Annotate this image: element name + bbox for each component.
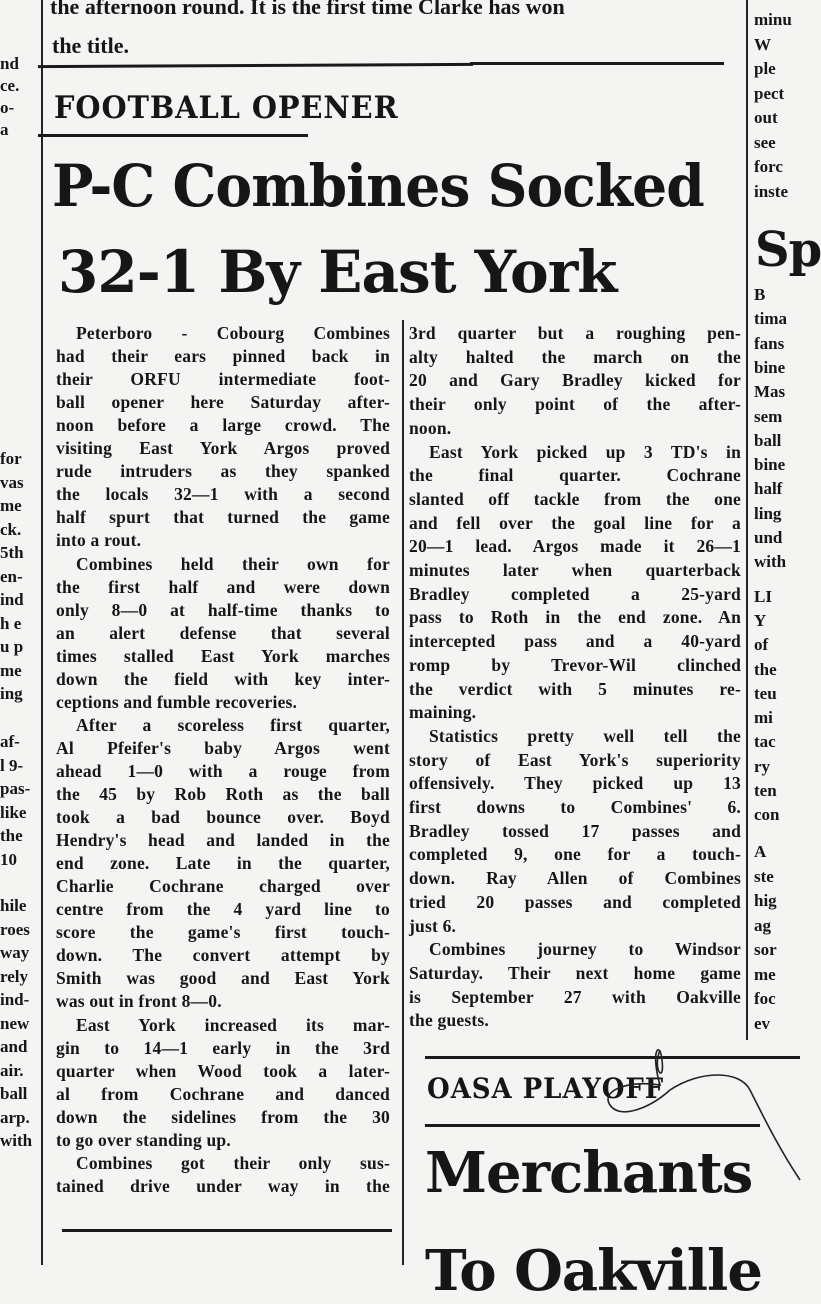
margin-fragment: ball [0, 1084, 28, 1103]
article-text-line: slanted off tackle from the one [409, 488, 741, 509]
margin-fragment: Mas [754, 382, 786, 402]
article-text-line: into a rout. [56, 530, 142, 551]
margin-fragment: 10 [0, 849, 17, 869]
next-story-headline: Merchants [425, 1140, 753, 1206]
margin-fragment: for [0, 449, 22, 468]
margin-fragment: a [0, 120, 9, 139]
article-text-line: is September 27 with Oakville [409, 986, 741, 1007]
previous-story-line: the title. [52, 33, 129, 58]
article-text-line: noon before a large crowd. The [56, 415, 390, 436]
margin-fragment: ag [754, 915, 771, 935]
article-text-line: their ORFU intermediate foot- [56, 369, 390, 390]
article-text-line: Al Pfeifer's baby Argos went [56, 737, 390, 758]
article-text-line: gin to 14—1 early in the 3rd [56, 1037, 390, 1058]
article-text-line: took a bad bounce over. Boyd [56, 807, 390, 828]
next-story-kicker: OASA PLAYOFF [427, 1072, 665, 1105]
article-text-line: After a scoreless first quarter, [76, 714, 390, 735]
column-rule-right [746, 0, 748, 1040]
margin-fragment: see [754, 132, 776, 152]
article-text-line: down. The convert attempt by [56, 945, 390, 966]
article-text-line: the guests. [409, 1010, 489, 1031]
article-text-line: score the game's first touch- [56, 922, 390, 943]
margin-fragment: ten [754, 781, 777, 800]
margin-fragment: ev [754, 1013, 771, 1033]
margin-fragment: ste [754, 866, 774, 886]
margin-fragment: l 9- [0, 755, 24, 775]
article-text-line: pass to Roth in the end zone. An [409, 607, 741, 628]
divider-bottom-col1 [62, 1229, 392, 1232]
article-text-line: the verdict with 5 minutes re- [409, 678, 741, 699]
article-text-line: Bradley completed a 25-yard [409, 583, 741, 604]
divider-top-right [470, 62, 724, 65]
margin-fragment: sor [754, 940, 777, 959]
article-headline-line1: P-C Combines Socked [52, 152, 704, 220]
margin-fragment: bine [754, 455, 786, 475]
margin-fragment: ry [754, 756, 771, 776]
margin-fragment: mi [754, 708, 773, 728]
margin-fragment: and [0, 1037, 28, 1056]
margin-fragment: ling [754, 503, 782, 523]
article-text-line: down the sidelines from the 30 [56, 1106, 390, 1127]
divider-top [38, 63, 473, 68]
margin-fragment: with [0, 1131, 33, 1150]
article-text-line: East York increased its mar- [76, 1014, 390, 1035]
margin-fragment: hig [754, 891, 777, 910]
article-text-line: first downs to Combines' 6. [409, 797, 741, 817]
margin-fragment: Y [754, 610, 767, 630]
margin-fragment: roes [0, 919, 30, 939]
article-text-line: had their ears pinned back in [56, 346, 390, 367]
margin-fragment: inste [754, 181, 788, 201]
article-text-line: Hendry's head and landed in the [56, 830, 390, 851]
margin-fragment: ball [754, 430, 782, 450]
margin-fragment: like [0, 802, 27, 822]
margin-fragment: new [0, 1013, 30, 1033]
article-text-line: rude intruders as they spanked [56, 461, 390, 482]
article-text-line: down the field with key inter- [56, 668, 390, 689]
margin-fragment: out [754, 108, 778, 127]
article-text-line: noon. [409, 417, 452, 438]
margin-fragment: af- [0, 732, 20, 751]
article-text-line: romp by Trevor-Wil clinched [409, 654, 741, 675]
article-text-line: completed 9, one for a touch- [409, 844, 741, 865]
margin-fragment: half [754, 479, 783, 499]
margin-fragment: the [0, 826, 23, 845]
article-text-line: the first half and were down [56, 576, 390, 597]
article-text-line: the final quarter. Cochrane [409, 465, 741, 486]
margin-fragment: ce. [0, 76, 20, 95]
article-text-line: and fell over the goal line for a [409, 512, 741, 533]
article-text-line: ceptions and fumble recoveries. [56, 691, 298, 712]
margin-fragment: en- [0, 566, 23, 586]
margin-fragment: of [754, 635, 769, 655]
kicker-underline [38, 134, 308, 137]
article-text-line: just 6. [409, 915, 457, 936]
article-text-line: an alert defense that several [56, 622, 390, 643]
margin-fragment: sem [754, 406, 783, 426]
article-text-line: ahead 1—0 with a rouge from [56, 760, 390, 781]
margin-fragment: nd [0, 54, 19, 73]
article-text-line: East York picked up 3 TD's in [429, 441, 741, 462]
margin-fragment: foc [754, 989, 776, 1008]
margin-fragment: rely [0, 966, 29, 986]
article-text-line: story of East York's superiority [409, 749, 741, 770]
article-text-line: Statistics pretty well tell the [429, 725, 741, 746]
margin-fragment: me [0, 660, 22, 680]
margin-fragment: ple [754, 59, 776, 78]
article-text-line: only 8—0 at half-time thanks to [56, 599, 390, 620]
margin-fragment: bine [754, 357, 786, 377]
next-story-headline-cut: To Oakville [425, 1238, 762, 1304]
column-rule-middle [402, 320, 404, 1265]
margin-fragment: LI [754, 586, 772, 606]
margin-fragment: ind [0, 590, 24, 609]
margin-fragment: pect [754, 83, 785, 103]
margin-fragment: with [754, 552, 787, 572]
article-text-line: end zone. Late in the quarter, [56, 853, 390, 874]
article-text-line: minutes later when quarterback [409, 560, 741, 580]
margin-fragment: o- [0, 98, 15, 117]
article-text-line: the 45 by Rob Roth as the ball [56, 784, 390, 804]
margin-fragment: h e [0, 613, 22, 633]
article-text-line: Bradley tossed 17 passes and [409, 820, 741, 841]
article-text-line: 20—1 lead. Argos made it 26—1 [409, 536, 741, 557]
margin-fragment: ind- [0, 990, 30, 1009]
margin-fragment: ing [0, 684, 23, 703]
article-text-line: times stalled East York marches [56, 645, 390, 666]
margin-fragment: B [754, 285, 766, 304]
margin-fragment: the [754, 659, 777, 679]
margin-fragment: fans [754, 333, 785, 353]
margin-fragment: forc [754, 157, 783, 176]
margin-fragment: hile [0, 896, 27, 915]
margin-fragment: minu [754, 10, 792, 29]
article-text-line: Saturday. Their next home game [409, 962, 741, 983]
previous-story-line: the afternoon round. It is the first time Clarke has won [50, 0, 565, 19]
article-text-line: ball opener here Saturday after- [56, 392, 390, 413]
margin-fragment: pas- [0, 779, 31, 798]
column-rule-left [41, 0, 43, 1265]
article-text-line: intercepted pass and a 40-yard [409, 631, 741, 652]
right-column-heading: Sp [755, 222, 821, 278]
article-headline-line2: 32-1 By East York [58, 238, 617, 306]
margin-fragment: u p [0, 637, 24, 656]
article-text-line: the locals 32—1 with a second [56, 484, 390, 505]
article-text-line: Combines journey to Windsor [429, 939, 741, 960]
article-text-line: tained drive under way in the [56, 1175, 390, 1196]
margin-fragment: vas [0, 472, 24, 492]
margin-fragment: tac [754, 732, 776, 752]
margin-fragment: W [754, 34, 771, 54]
article-text-line: Smith was good and East York [56, 968, 390, 989]
margin-fragment: ck. [0, 519, 22, 539]
margin-fragment: me [0, 496, 22, 515]
article-text-line: their only point of the after- [409, 394, 741, 415]
margin-fragment: 5th [0, 543, 24, 562]
article-text-line: half spurt that turned the game [56, 507, 390, 528]
article-text-line: Combines got their only sus- [76, 1152, 390, 1173]
margin-fragment: A [754, 842, 767, 861]
article-text-line: al from Cochrane and danced [56, 1083, 390, 1104]
margin-fragment: air. [0, 1060, 24, 1080]
article-text-line: maining. [409, 702, 477, 723]
article-text-line: quarter when Wood took a later- [56, 1060, 390, 1081]
article-text-line: Charlie Cochrane charged over [56, 876, 390, 897]
article-text-line: Peterboro - Cobourg Combines [76, 323, 390, 343]
article-text-line: centre from the 4 yard line to [56, 899, 390, 920]
article-kicker: FOOTBALL OPENER [54, 90, 399, 126]
margin-fragment: und [754, 528, 783, 547]
article-text-line: 3rd quarter but a roughing pen- [409, 323, 741, 343]
article-text-line: tried 20 passes and completed [409, 891, 741, 912]
margin-fragment: me [754, 964, 776, 984]
article-text-line: Combines held their own for [76, 553, 390, 574]
margin-fragment: way [0, 943, 30, 962]
article-text-line: visiting East York Argos proved [56, 438, 390, 459]
margin-fragment: arp. [0, 1107, 30, 1127]
margin-fragment: tima [754, 309, 788, 329]
article-text-line: was out in front 8—0. [56, 991, 222, 1012]
margin-fragment: teu [754, 683, 777, 703]
article-text-line: down. Ray Allen of Combines [409, 868, 741, 889]
article-text-line: 20 and Gary Bradley kicked for [409, 370, 741, 391]
margin-fragment: con [754, 805, 780, 825]
article-text-line: offensively. They picked up 13 [409, 773, 741, 794]
article-text-line: alty halted the march on the [409, 346, 741, 367]
article-text-line: to go over standing up. [56, 1129, 231, 1150]
